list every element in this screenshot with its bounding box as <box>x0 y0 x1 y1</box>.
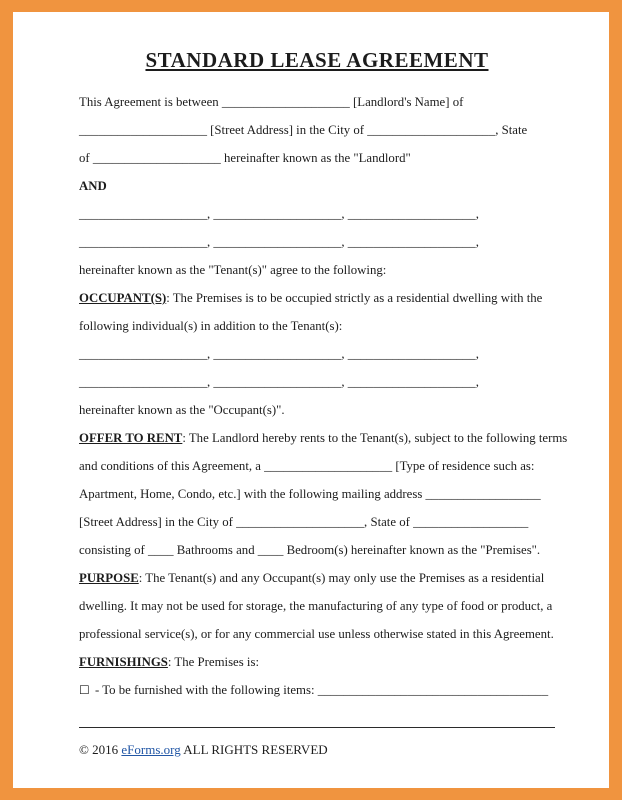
occupant-blank-line <box>79 340 555 368</box>
footer-divider <box>79 727 555 728</box>
page-title: STANDARD LEASE AGREEMENT <box>145 48 489 72</box>
line-text: ____________________, ____________________, ____________________, <box>79 207 479 221</box>
line-text: [Street Address] in the City of ____________________, State of __________________ <box>79 515 529 529</box>
line-text: dwelling. It may not be used for storage, the manufacturing of any type of food or product, a <box>79 599 553 613</box>
form-line <box>79 172 555 200</box>
form-line <box>79 144 555 172</box>
bold-text: AND <box>79 179 107 193</box>
form-line <box>79 508 555 536</box>
line-text: Apartment, Home, Condo, etc.] with the following mailing address __________________ <box>79 487 541 501</box>
form-line <box>79 452 555 480</box>
line-text: professional service(s), or for any commercial use unless otherwise stated in this Agreement. <box>79 627 554 641</box>
copyright-suffix: ALL RIGHTS RESERVED <box>180 742 328 757</box>
section-heading: OCCUPANT(S) <box>79 291 167 305</box>
lease-agreement-page <box>13 12 609 788</box>
line-text: consisting of ____ Bathrooms and ____ Bedroom(s) hereinafter known as the "Premises". <box>79 543 541 557</box>
copyright-line <box>79 742 555 758</box>
line-text: - To be furnished with the following items: ____________________________________ <box>91 683 549 697</box>
line-text: ____________________, ____________________, ____________________, <box>79 347 479 361</box>
form-line <box>79 396 555 424</box>
line-text: hereinafter known as the "Tenant(s)" agree to the following: <box>79 263 387 277</box>
line-text: following individual(s) in addition to the Tenant(s): <box>79 319 343 333</box>
line-text: This Agreement is between ____________________ [Landlord's Name] of <box>79 95 464 109</box>
line-text: hereinafter known as the "Occupant(s)". <box>79 403 285 417</box>
section-heading: PURPOSE <box>79 571 139 585</box>
tenant-blank-line <box>79 200 555 228</box>
form-line <box>79 312 555 340</box>
line-text: ____________________, ____________________, ____________________, <box>79 375 479 389</box>
line-text: : The Premises is to be occupied strictly as a residential dwelling with the <box>166 291 543 305</box>
furnishing-option-line <box>79 676 555 704</box>
form-line <box>79 592 555 620</box>
form-line <box>79 620 555 648</box>
orange-frame <box>0 12 622 800</box>
line-text: ____________________, ____________________, ____________________, <box>79 235 479 249</box>
occupants-section-line <box>79 284 555 312</box>
section-heading: OFFER TO RENT <box>79 431 183 445</box>
tenant-blank-line <box>79 228 555 256</box>
offer-to-rent-section-line <box>79 424 568 452</box>
line-text: of ____________________ hereinafter known as the "Landlord" <box>79 151 411 165</box>
line-text: : The Premises is: <box>167 655 260 669</box>
furnishings-section-line <box>79 648 555 676</box>
form-line <box>79 256 555 284</box>
checkbox-unchecked-icon[interactable]: ☐ <box>79 683 90 697</box>
form-line <box>79 536 555 564</box>
line-text: : The Landlord hereby rents to the Tenant(s), subject to the following terms <box>182 431 568 445</box>
copyright-prefix: © 2016 <box>79 742 122 757</box>
form-line <box>79 480 555 508</box>
eforms-link[interactable]: eForms.org <box>121 742 181 757</box>
line-text: ____________________ [Street Address] in the City of ____________________, State <box>79 123 528 137</box>
form-line <box>79 116 555 144</box>
form-line <box>79 88 555 116</box>
occupant-blank-line <box>79 368 555 396</box>
section-heading: FURNISHINGS <box>79 655 168 669</box>
page-footer <box>79 727 555 758</box>
purpose-section-line <box>79 564 555 592</box>
line-text: : The Tenant(s) and any Occupant(s) may only use the Premises as a residential <box>138 571 545 585</box>
document-body <box>79 88 568 704</box>
line-text: and conditions of this Agreement, a ____________________ [Type of residence such as: <box>79 459 535 473</box>
